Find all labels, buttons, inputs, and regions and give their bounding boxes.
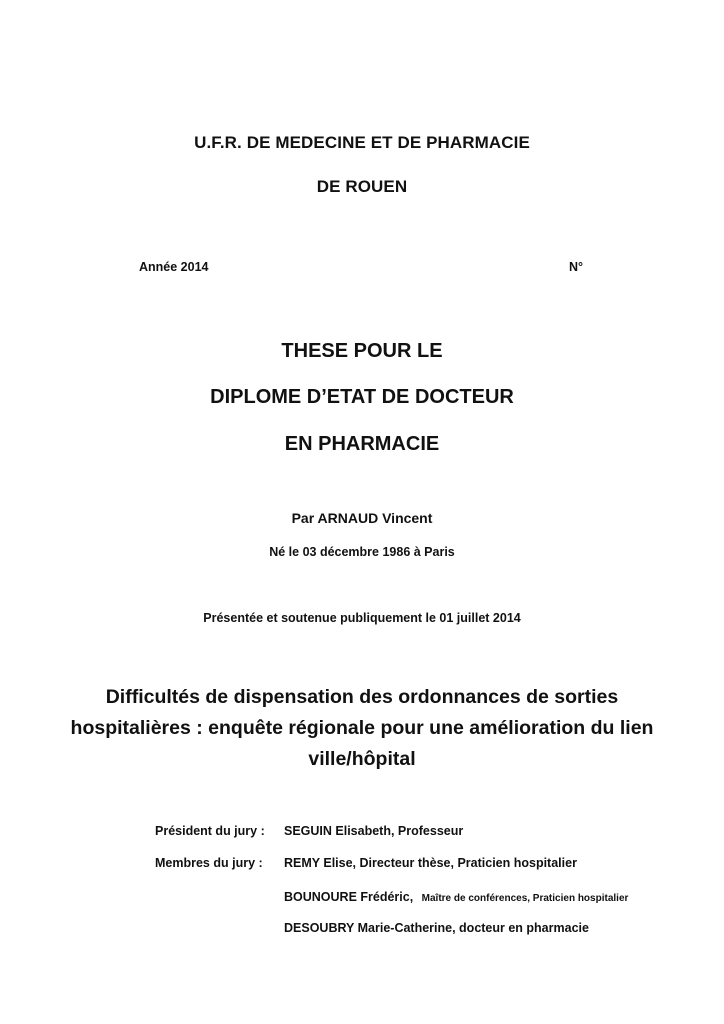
author-name: Par ARNAUD Vincent <box>291 510 433 526</box>
jury-member-2-role: Maître de conférences, Praticien hospitalier <box>421 893 629 904</box>
thesis-heading-line-3: EN PHARMACIE <box>284 433 440 455</box>
author-birth: Né le 03 décembre 1986 à Paris <box>269 545 455 559</box>
thesis-number-label: N° <box>569 260 584 274</box>
thesis-heading-line-1: THESE POUR LE <box>281 340 443 362</box>
jury-member-2 <box>284 888 628 906</box>
jury-member-2-name: BOUNOURE Frédéric, <box>284 890 414 904</box>
thesis-title-line-3: ville/hôpital <box>308 748 416 770</box>
jury-member-3: DESOUBRY Marie-Catherine, docteur en pharmacie <box>284 921 589 935</box>
defense-statement: Présentée et soutenue publiquement le 01 juillet 2014 <box>203 611 521 625</box>
institution-line-1: U.F.R. DE MEDECINE ET DE PHARMACIE <box>194 133 530 152</box>
year-label: Année 2014 <box>139 260 209 274</box>
thesis-heading-line-2: DIPLOME D’ETAT DE DOCTEUR <box>210 386 514 408</box>
institution-line-2: DE ROUEN <box>316 177 408 196</box>
jury-member-1: REMY Elise, Directeur thèse, Praticien hospitalier <box>284 856 577 870</box>
thesis-title-line-1: Difficultés de dispensation des ordonnances de sorties <box>105 686 619 708</box>
jury-members-label: Membres du jury : <box>155 856 263 870</box>
jury-president-label: Président du jury : <box>155 824 265 838</box>
jury-president-name: SEGUIN Elisabeth, Professeur <box>284 824 464 838</box>
thesis-title-line-2: hospitalières : enquête régionale pour une amélioration du lien <box>70 717 654 739</box>
